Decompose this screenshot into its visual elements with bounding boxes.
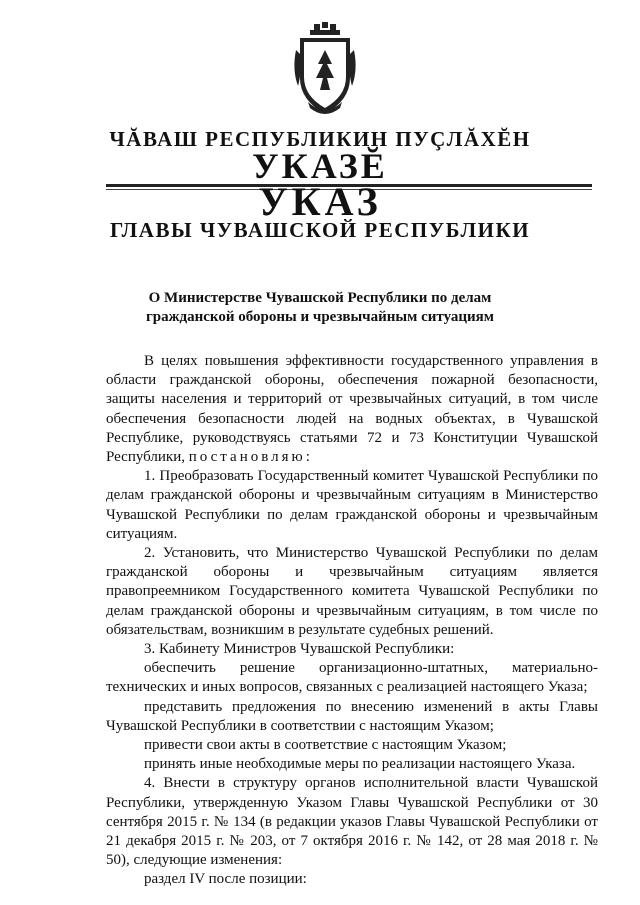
paragraph-3d: принять иные необходимые меры по реализации настоящего Указа.	[144, 756, 576, 773]
document-title-line-2: гражданской обороны и чрезвычайным ситуациям	[145, 309, 494, 325]
document-body	[106, 352, 598, 890]
paragraph-4: 4. Внести в структуру органов исполнительной власти Чувашской Республики, утвержденную Указом Главы Чувашской Республики от 30 сентября 2015 г. № 134 (в редакции указов Главы Чувашской Республики от 21 декабря 2015 г. № 203, от 7 октября 2016 г. № 142, от 28 мая 2018 г. № 50), следующие изменения:	[106, 775, 598, 869]
coat-of-arms-emblem	[290, 20, 360, 120]
paragraph-2: 2. Установить, что Министерство Чувашской Республики по делам гражданской обороны и чрезвычайным ситуациям является правопреемником Государственного комитета Чувашской Республики по делам гражданской обороны и чрезвычайным ситуациям, в том числе по обязательствам, возникшим в результате судебных решений.	[106, 545, 598, 638]
paragraph-1: 1. Преобразовать Государственный комитет Чувашской Республики по делам гражданской обороны и чрезвычайным ситуациям в Министерство Чувашской Республики по делам гражданской обороны и чрезвычайным ситуациям.	[106, 468, 598, 542]
header-ukaz: УКАЗ	[258, 179, 382, 224]
header-chuvash-title: ЧĂВАШ РЕСПУБЛИКИН ПУÇЛĂХĔН	[109, 127, 531, 151]
paragraph-3a: обеспечить решение организационно-штатных, материально-технических и иных вопросов, связанных с реализацией настоящего Указа;	[106, 660, 598, 696]
postanovlyayu-text: постановляю:	[188, 449, 313, 466]
paragraph-intro	[106, 352, 598, 467]
header-glavy: ГЛАВЫ ЧУВАШСКОЙ РЕСПУБЛИКИ	[109, 218, 531, 242]
paragraph-3c: привести свои акты в соответствие с настоящим Указом;	[144, 737, 507, 754]
paragraph-3: 3. Кабинету Министров Чувашской Республики:	[144, 641, 455, 658]
header-chuvash-ukaze: УКАЗĔ	[252, 146, 388, 186]
paragraph-3b: представить предложения по внесению изменений в акты Главы Чувашской Республики в соответствии с настоящим Указом;	[106, 698, 598, 734]
intro-text: В целях повышения эффективности государственного управления в области гражданской обороны, обеспечения пожарной безопасности, защиты населения и территорий от чрезвычайных ситуаций, в том числе обеспечения безопасности людей на водных объектах, в Чувашской Республике, руководствуясь статьями 72 и 73 Конституции Чувашской Республики,	[106, 353, 598, 466]
paragraph-4a: раздел IV после позиции:	[144, 871, 307, 888]
document-title	[0, 289, 640, 327]
document-title-line-1: О Министерстве Чувашской Республики по делам	[148, 290, 492, 306]
